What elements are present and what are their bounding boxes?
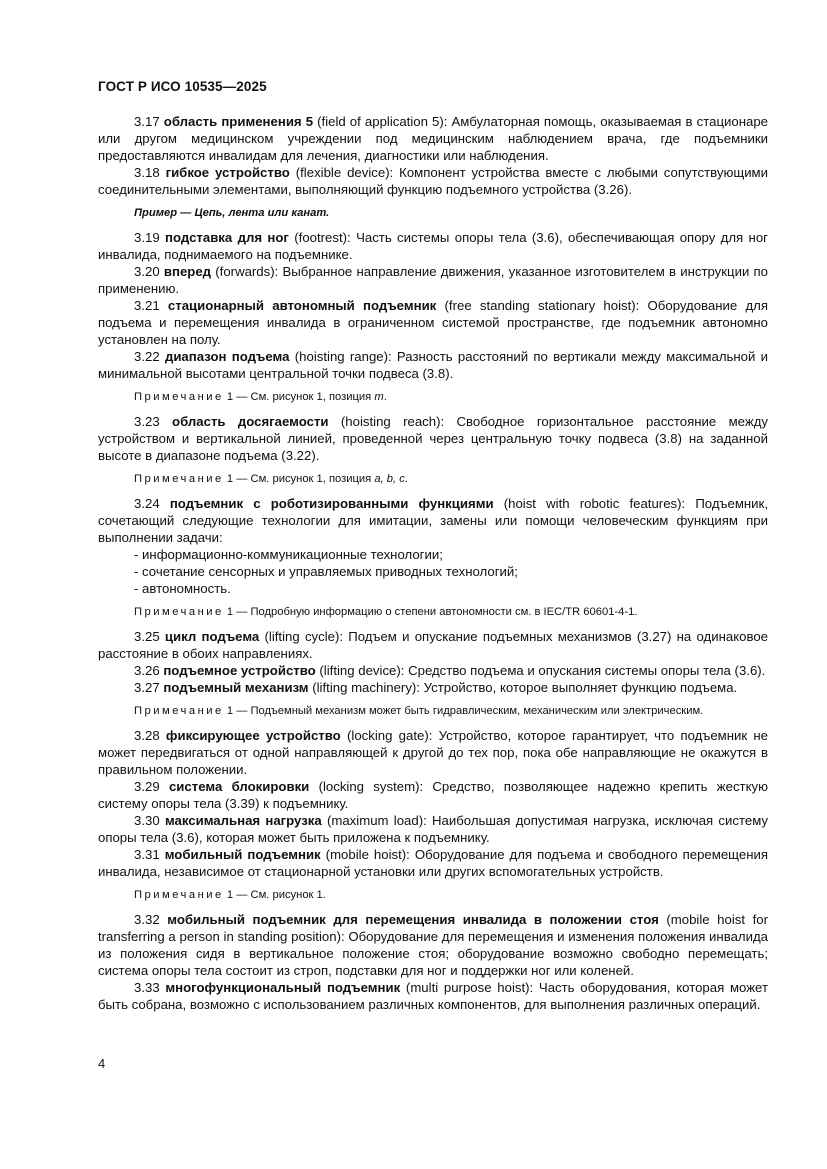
entry-3-30 bbox=[98, 812, 768, 846]
note-3-31 bbox=[98, 888, 768, 903]
entry-term: подъемный механизм bbox=[163, 680, 309, 695]
entry-description: (maximum load): Наибольшая допустимая нагрузка, исключая систему опоры тела (3.6), которая может быть приложена к подъемнику. bbox=[98, 813, 769, 845]
entry-term: область досягаемости bbox=[172, 414, 329, 429]
entry-3-20 bbox=[98, 263, 768, 297]
document-header: ГОСТ Р ИСО 10535—2025 bbox=[98, 79, 267, 94]
entry-description: (forwards): Выбранное направление движения, указанное изготовителем в инструкции по применению. bbox=[98, 264, 769, 296]
note-label: Примечание bbox=[134, 889, 224, 901]
entry-3-26 bbox=[98, 662, 768, 679]
note-ref: m bbox=[374, 391, 384, 403]
note-label: Примечание bbox=[134, 606, 224, 618]
entry-term: подставка для ног bbox=[165, 230, 289, 245]
entry-3-29 bbox=[98, 778, 768, 812]
list-item: - сочетание сенсорных и управляемых приводных технологий; bbox=[134, 564, 518, 579]
entry-3-25 bbox=[98, 628, 768, 662]
note-text: 1 — См. рисунок 1, позиция bbox=[226, 473, 372, 485]
note-text: 1 — Подъемный механизм может быть гидравлическим, механическим или электрическим. bbox=[226, 705, 704, 717]
document-body bbox=[98, 113, 768, 1013]
entry-term: подъемник с роботизированными функциями bbox=[169, 496, 494, 511]
entry-term: мобильный подъемник bbox=[164, 847, 321, 862]
entry-number: 3.30 bbox=[134, 813, 160, 828]
entry-number: 3.33 bbox=[134, 980, 160, 995]
entry-term: многофункциональный подъемник bbox=[165, 980, 401, 995]
entry-description: (lifting machinery): Устройство, которое выполняет функцию подъема. bbox=[312, 680, 738, 695]
entry-number: 3.21 bbox=[134, 298, 160, 313]
note-3-27 bbox=[98, 704, 768, 719]
entry-description: (field of application 5): Амбулаторная помощь, оказываемая в стационаре или другом медицинском учреждении под медицинским наблюдением врача, где подъемники предоставляются инвалидам для лечения, диагностики или наблюдения. bbox=[98, 114, 768, 163]
note-3-22 bbox=[98, 390, 768, 405]
entry-description: (locking system): Средство, позволяющее надежно крепить жесткую систему опоры тела (3.39) к подъемнику. bbox=[98, 779, 768, 811]
entry-3-28 bbox=[98, 727, 768, 778]
entry-description: (hoist with robotic features): Подъемник, сочетающий следующие технологии для имитации, замены или помощи человеческим функциям при выполнении задачи: bbox=[98, 496, 768, 545]
entry-term: мобильный подъемник для перемещения инвалида в положении стоя bbox=[167, 912, 659, 927]
note-text: 1 — Подробную информацию о степени автономности см. в IEC/TR 60601-4-1. bbox=[226, 606, 638, 618]
entry-3-27 bbox=[98, 679, 768, 696]
entry-term: гибкое устройство bbox=[165, 165, 290, 180]
entry-number: 3.27 bbox=[134, 680, 160, 695]
entry-term: вперед bbox=[163, 264, 212, 279]
entry-number: 3.32 bbox=[134, 912, 160, 927]
note-end: . bbox=[383, 391, 387, 403]
note-label: Примечание bbox=[134, 391, 224, 403]
entry-3-19 bbox=[98, 229, 768, 263]
entry-description: (footrest): Часть системы опоры тела (3.6), обеспечивающая опору для ног инвалида, поднимаемого на подъемнике. bbox=[98, 230, 768, 262]
entry-3-24 bbox=[98, 495, 768, 546]
entry-description: (multi purpose hoist): Часть оборудования, которая может быть собрана, возможно с использованием различных компонентов, для выполнения различных операций. bbox=[98, 980, 768, 1012]
note-label: Примечание bbox=[134, 705, 224, 717]
entry-description: (hoisting reach): Свободное горизонтальное расстояние между устройством и вертикальной линией, проведенной через центральную точку подвеса (3.8) на заданной высоте в диапазоне подъема (3.22). bbox=[98, 414, 768, 463]
entry-3-17 bbox=[98, 113, 768, 164]
note-ref: a, b, c bbox=[374, 473, 405, 485]
entry-term: максимальная нагрузка bbox=[164, 813, 322, 828]
entry-term: подъемное устройство bbox=[163, 663, 316, 678]
entry-3-31 bbox=[98, 846, 768, 880]
example-3-18: Пример — Цепь, лента или канат. bbox=[134, 207, 330, 219]
entry-term: диапазон подъема bbox=[164, 349, 290, 364]
entry-3-33 bbox=[98, 979, 768, 1013]
entry-3-32 bbox=[98, 911, 768, 979]
list-item: - информационно-коммуникационные технологии; bbox=[134, 547, 443, 562]
entry-description: (flexible device): Компонент устройства вместе с любыми сопутствующими соединительными элементами, выполняющий функцию подъемного устройства (3.26). bbox=[98, 165, 768, 197]
note-text: 1 — См. рисунок 1, позиция bbox=[226, 391, 372, 403]
note-text: 1 — См. рисунок 1. bbox=[226, 889, 326, 901]
list-item: - автономность. bbox=[134, 581, 231, 596]
entry-3-18 bbox=[98, 164, 768, 198]
note-3-23 bbox=[98, 472, 768, 487]
entry-term: область применения 5 bbox=[163, 114, 314, 129]
entry-description: (lifting device): Средство подъема и опускания системы опоры тела (3.6). bbox=[319, 663, 766, 678]
entry-3-23 bbox=[98, 413, 768, 464]
entry-description: (hoisting range): Разность расстояний по вертикали между максимальной и минимальной высотами центральной точки подвеса (3.8). bbox=[98, 349, 769, 381]
entry-description: (locking gate): Устройство, которое гарантирует, что подъемник не может передвигаться от одной направляющей к другой до тех пор, пока обе направляющие не окажутся в правильном положении. bbox=[98, 728, 769, 777]
note-label: Примечание bbox=[134, 473, 224, 485]
entry-3-21 bbox=[98, 297, 768, 348]
entry-number: 3.23 bbox=[134, 414, 160, 429]
entry-number: 3.17 bbox=[134, 114, 160, 129]
entry-number: 3.22 bbox=[134, 349, 160, 364]
note-end: . bbox=[404, 473, 408, 485]
entry-term: фиксирующее устройство bbox=[165, 728, 341, 743]
entry-number: 3.19 bbox=[134, 230, 160, 245]
note-3-24 bbox=[98, 605, 768, 620]
entry-number: 3.31 bbox=[134, 847, 160, 862]
entry-number: 3.26 bbox=[134, 663, 160, 678]
entry-number: 3.18 bbox=[134, 165, 160, 180]
entry-description: (mobile hoist for transferring a person in standing position): Оборудование для перемещения и изменения положения инвалида из положения сидя в вертикальное положение стоя; оборудование возможно свободно перемещать; система опоры тела состоит из строп, подставки для ног и поддержки ног или коленей. bbox=[98, 912, 768, 978]
entry-3-22 bbox=[98, 348, 768, 382]
entry-number: 3.20 bbox=[134, 264, 160, 279]
entry-term: стационарный автономный подъемник bbox=[167, 298, 437, 313]
entry-description: (lifting cycle): Подъем и опускание подъемных механизмов (3.27) на одинаковое расстояние в обоих направлениях. bbox=[98, 629, 768, 661]
entry-number: 3.28 bbox=[134, 728, 160, 743]
entry-number: 3.29 bbox=[134, 779, 160, 794]
entry-number: 3.25 bbox=[134, 629, 160, 644]
entry-number: 3.24 bbox=[134, 496, 160, 511]
entry-description: (mobile hoist): Оборудование для подъема и свободного перемещения инвалида, независимое от стационарной установки или других вспомогательных устройств. bbox=[98, 847, 768, 879]
entry-term: цикл подъема bbox=[164, 629, 260, 644]
entry-term: система блокировки bbox=[168, 779, 310, 794]
page-number: 4 bbox=[98, 1056, 106, 1071]
entry-description: (free standing stationary hoist): Оборудование для подъема и перемещения инвалида в ограниченном системой пространстве, где подъемник автономно установлен на полу. bbox=[98, 298, 769, 347]
